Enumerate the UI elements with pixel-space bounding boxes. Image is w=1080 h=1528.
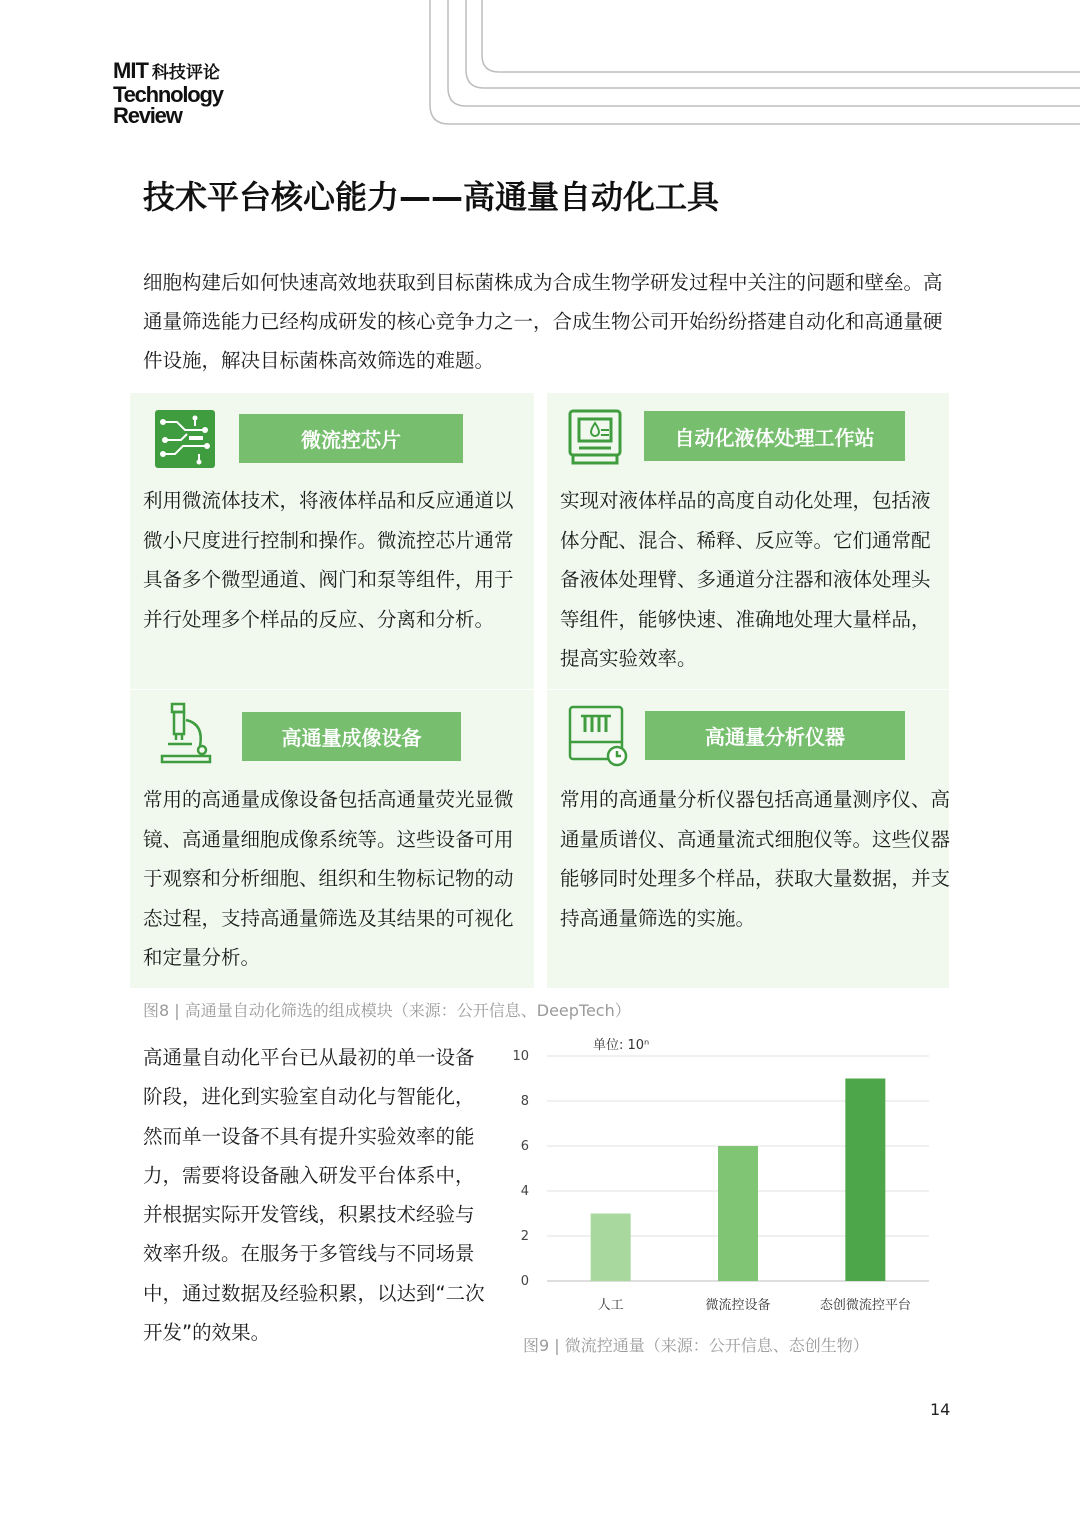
card-body: 常用的高通量分析仪器包括高通量测序仪、高通量质谱仪、高通量流式细胞仪等。这些仪器能够同时处理多个样品，获取大量数据，并支持高通量筛选的实施。 [560,788,951,930]
chart-y-ticks [512,1049,529,1289]
page-title: 技术平台核心能力——高通量自动化工具 [143,178,720,216]
chart-bar [591,1214,631,1282]
card-label: 高通量成像设备 [242,712,461,761]
chart-x-label: 人工 [597,1298,624,1313]
chart-x-label: 微流控设备 [705,1298,771,1313]
chart-y-tick-label: 0 [520,1274,529,1289]
chart-bar [845,1079,885,1282]
card-imaging-equipment [130,690,534,988]
page-number: 14 [930,1400,951,1419]
card-body: 常用的高通量成像设备包括高通量荧光显微镜、高通量细胞成像系统等。这些设备可用于观察和分析细胞、组织和生物标记物的动态过程，支持高通量筛选及其结果的可视化和定量分析。 [143,788,514,969]
figure-9-caption: 图9 | 微流控通量（来源：公开信息、态创生物） [523,1336,869,1355]
logo-cn: 科技评论 [151,63,220,83]
analyzer-icon [567,704,633,768]
chart-y-tick-label: 6 [520,1139,529,1154]
microscope-icon [158,700,214,764]
logo-review: Review [113,103,182,128]
chart-y-tick-label: 8 [520,1094,529,1109]
liquid-station-icon [567,408,623,466]
card-body: 实现对液体样品的高度自动化处理，包括液体分配、混合、稀释、反应等。它们通常配备液体处理臂、多通道分注器和液体处理头等组件，能够快速、准确地处理大量样品，提高实验效率。 [560,489,931,670]
intro-paragraph: 细胞构建后如何快速高效地获取到目标菌株成为合成生物学研发过程中关注的问题和壁垒。高通量筛选能力已经构成研发的核心竞争力之一，合成生物公司开始纷纷搭建自动化和高通量硬件设施，解决目标菌株高效筛选的难题。 [143,271,943,372]
chart-unit-label: 单位: 10ⁿ [593,1038,650,1053]
card-liquid-handling-station [547,393,949,689]
platform-paragraph: 高通量自动化平台已从最初的单一设备阶段，进化到实验室自动化与智能化，然而单一设备不具有提升实验效率的能力，需要将设备融入研发平台体系中，并根据实际开发管线，积累技术经验与效率升级。在服务于多管线与不同场景中，通过数据及经验积累，以达到“二次开发”的效果。 [143,1046,485,1345]
figure-8-caption: 图8 | 高通量自动化筛选的组成模块（来源：公开信息、DeepTech） [143,1001,631,1020]
chart-bar [718,1146,758,1281]
mit-technology-review-logo [113,58,253,128]
card-label: 自动化液体处理工作站 [644,411,905,461]
logo-mit: MIT [113,58,148,83]
microfluidic-throughput-chart [505,1030,945,1330]
chart-x-labels [598,1297,911,1313]
card-label: 微流控芯片 [239,414,463,463]
card-body: 利用微流体技术，将液体样品和反应通道以微小尺度进行控制和操作。微流控芯片通常具备多个微型通道、阀门和泵等组件，用于并行处理多个样品的反应、分离和分析。 [143,489,514,631]
chart-y-tick-label: 10 [512,1049,529,1064]
chart-y-tick-label: 2 [520,1229,529,1244]
chart-x-label: 态创微流控平台 [819,1298,911,1313]
card-analysis-instrument [547,690,949,988]
circuit-board-icon [155,410,215,468]
card-microfluidic-chip [130,393,534,689]
card-label: 高通量分析仪器 [645,711,905,760]
chart-bars [591,1079,886,1282]
chart-y-tick-label: 4 [520,1184,529,1199]
logo-technology: Technology [113,82,223,107]
